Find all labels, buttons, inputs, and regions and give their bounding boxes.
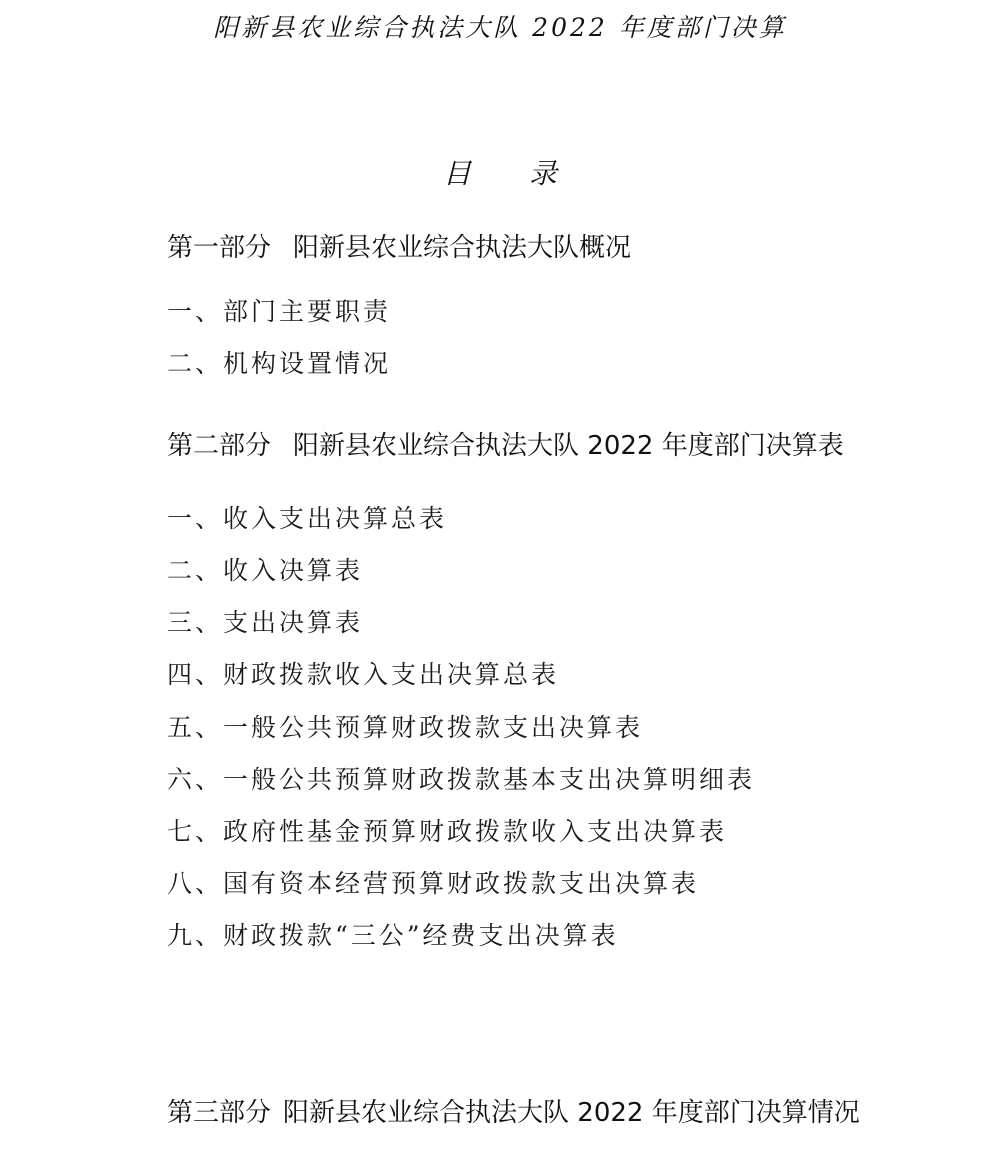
toc-item-1-2[interactable]: 二、机构设置情况 <box>167 349 392 378</box>
toc-item-2-5[interactable]: 五、一般公共预算财政拨款支出决算表 <box>167 713 644 742</box>
toc-item-2-1[interactable]: 一、收入支出决算总表 <box>167 504 448 533</box>
toc-part-1-title: 阳新县农业综合执法大队概况 <box>293 233 632 263</box>
toc-part-2-title: 阳新县农业综合执法大队 2022 年度部门决算表 <box>293 431 844 461</box>
toc-part-2-label: 第二部分 <box>167 431 272 461</box>
toc-item-2-7[interactable]: 七、政府性基金预算财政拨款收入支出决算表 <box>167 817 728 846</box>
toc-title <box>0 152 1000 192</box>
toc-item-2-4[interactable]: 四、财政拨款收入支出决算总表 <box>167 660 560 689</box>
toc-title-right: 录 <box>529 157 558 190</box>
toc-title-left: 目 <box>442 157 471 190</box>
toc-item-2-8[interactable]: 八、国有资本经营预算财政拨款支出决算表 <box>167 869 700 898</box>
toc-item-2-9[interactable]: 九、财政拨款“三公”经费支出决算表 <box>167 921 619 950</box>
toc-item-2-2[interactable]: 二、收入决算表 <box>167 556 364 585</box>
toc-part-1-label: 第一部分 <box>167 233 272 263</box>
toc-part-3-title: 阳新县农业综合执法大队 2022 年度部门决算情况 <box>283 1098 860 1128</box>
toc-item-1-1[interactable]: 一、部门主要职责 <box>167 297 392 326</box>
toc-part-3-label: 第三部分 <box>167 1098 272 1128</box>
toc-item-2-6[interactable]: 六、一般公共预算财政拨款基本支出决算明细表 <box>167 765 756 794</box>
toc-part-1[interactable] <box>167 227 631 264</box>
page-header: 阳新县农业综合执法大队 2022 年度部门决算 <box>213 13 787 42</box>
toc-item-2-3[interactable]: 三、支出决算表 <box>167 608 364 637</box>
toc-part-3[interactable] <box>167 1092 860 1129</box>
toc-part-2[interactable] <box>167 425 844 462</box>
